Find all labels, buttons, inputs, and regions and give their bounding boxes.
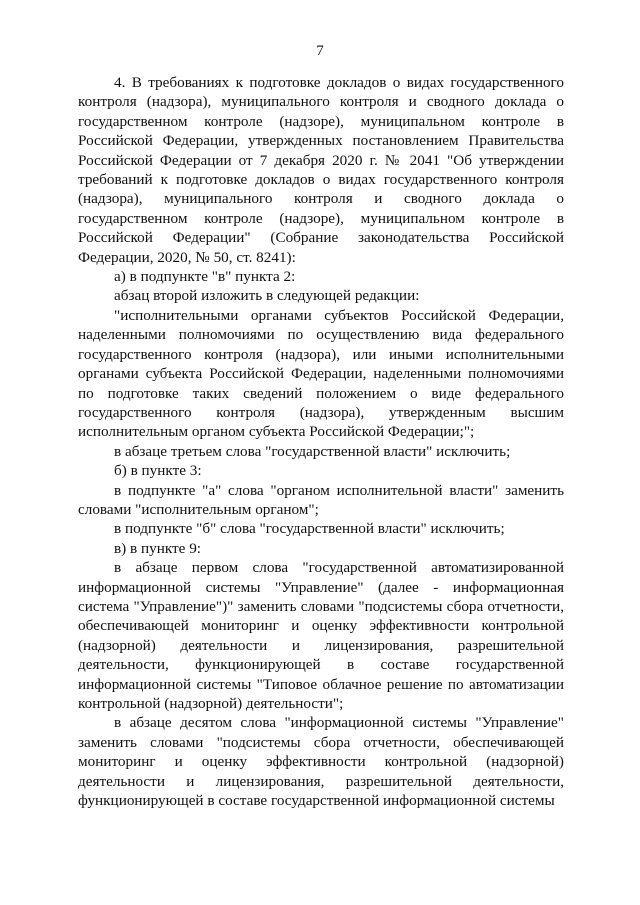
paragraph-tenth-abzac: в абзаце десятом слова "информационной системы "Управление" заменить словами "подсистемы сбора отчетности, обеспечивающей мониторинг и оценку эффективности контрольной (надзорной) деятельности и лицензирования, разрешительной деятельности, функционирующей в составе государственной информационной системы: [78, 714, 564, 810]
paragraph-subitem-b: б) в пункте 3:: [114, 462, 202, 480]
paragraph-first-abzac: в абзаце первом слова "государственной автоматизированной информационной системы "Управление" (далее - информационная система "Управление")" заменить словами "подсистемы сбора отчетности, обеспечивающей мониторинг и оценку эффективности контрольной (надзорной) деятельности и лицензирования, разрешительной деятельности, функционирующей в составе государственной информационной системы "Типовое облачное решение по автоматизации контрольной (надзорной) деятельности";: [78, 559, 564, 712]
page-number: 7: [316, 43, 324, 59]
paragraph-subpoint-b: в подпункте "б" слова "государственной власти" исключить;: [114, 520, 505, 538]
paragraph-subitem-a: а) в подпункте "в" пункта 2:: [114, 268, 296, 286]
document-body: [78, 73, 564, 810]
paragraph-subitem-v: в) в пункте 9:: [114, 539, 202, 557]
paragraph-third-abzac: в абзаце третьем слова "государственной власти" исключить;: [114, 442, 511, 460]
paragraph-instruction: абзац второй изложить в следующей редакции:: [114, 287, 420, 305]
paragraph-new-wording: "исполнительными органами субъектов Российской Федерации, наделенными полномочиями по осуществлению вида федерального государственного контроля (надзора), или иными исполнительными органами субъекта Российской Федерации, наделенными полномочиями по подготовке таких сведений положением о виде федерального государственного контроля (надзора), утвержденным высшим исполнительным органом субъекта Российской Федерации;";: [78, 306, 564, 441]
paragraph-subpoint-a: в подпункте "а" слова "органом исполнительной власти" заменить словами "исполнительным органом";: [78, 481, 564, 518]
paragraph-item-4: 4. В требованиях к подготовке докладов о видах государственного контроля (надзора), муниципального контроля и сводного доклада о государственном контроле (надзоре), муниципальном контроле в Российской Федерации, утвержденных постановлением Правительства Российской Федерации от 7 декабря 2020 г. № 2041 "Об утверждении требований к подготовке докладов о видах государственного контроля (надзора), муниципального контроля и сводного доклада о государственном контроле (надзоре), муниципальном контроле в Российской Федерации" (Собрание законодательства Российской Федерации, 2020, № 50, ст. 8241):: [78, 74, 564, 266]
